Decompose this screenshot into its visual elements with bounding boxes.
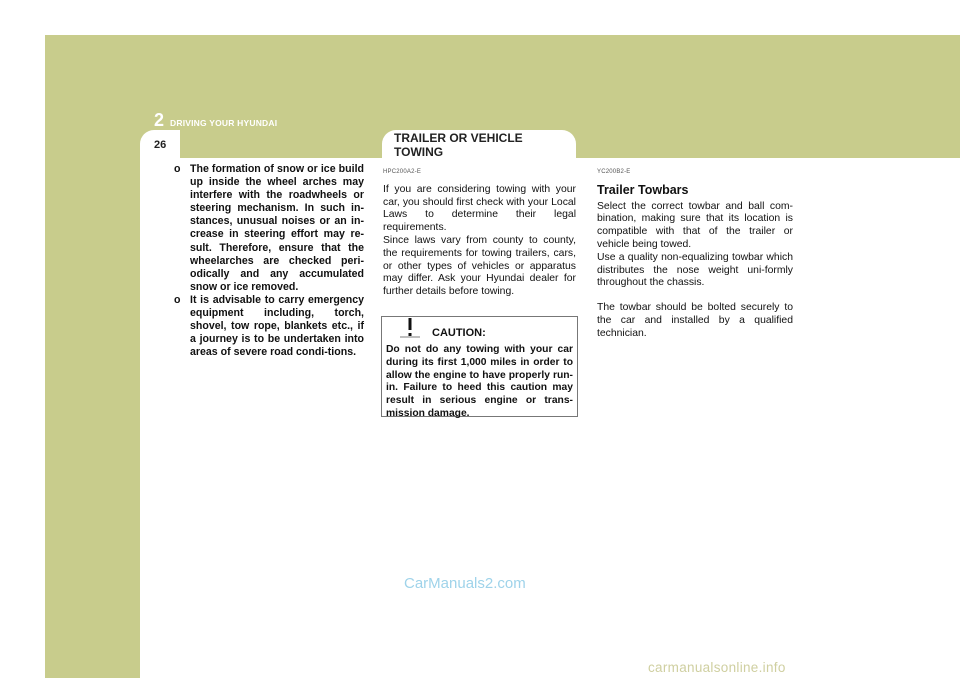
caution-box [381,316,578,417]
watermark-carmanuals2: CarManuals2.com [404,575,526,592]
towing-paragraph-2: Since laws vary from county to county, the requirements for towing trailers, cars, or other types of vehicles or apparatus may differ. Ask your Hyundai dealer for further details before towing. [383,234,576,298]
column-three [597,166,793,341]
chapter-header [154,110,277,131]
column-two [383,166,576,299]
caution-label: CAUTION: [432,327,486,339]
watermark-carmanualsonline: carmanualsonline.info [648,660,786,675]
page-number: 26 [154,139,167,151]
bullet-text: It is advisable to carry emergency equipment including, torch, shovel, tow rope, blankets etc., if a journey is to be undertaken into areas of severe road condi-tions. [190,293,364,359]
towbars-paragraph-2: Use a quality non-equalizing towbar which distributes the nose weight uni-formly throughout the chassis. [597,251,793,289]
bullet-mark: o [174,163,181,175]
towing-paragraph-1: If you are considering towing with your car, you should first check with your Local Laws to determine their legal requirements. [383,183,576,234]
column-one [174,163,364,359]
warning-icon [398,316,422,338]
bullet-text: The formation of snow or ice build up inside the wheel arches may interfere with the roadwheels or steering mechanism. In such in-stances, unusual noises or an in-crease in steering effort may re-sult. Therefore, ensure that the wheelarches are checked peri-odically and any accumulated snow or ice removed. [190,163,364,293]
bullet-item [174,294,364,359]
bullet-mark: o [174,293,181,306]
section-title: TRAILER OR VEHICLE TOWING [394,131,523,159]
caution-text: Do not do any towing with your car during its first 1,000 miles in order to allow the engine to have properly run-in. Failure to heed this caution may result in serious engine or trans-mission damage. [386,344,573,419]
section-code: HPC200A2-E [383,169,422,175]
towbars-paragraph-3: The towbar should be bolted securely to the car and installed by a qualified technician. [597,302,793,339]
chapter-number: 2 [154,110,165,130]
paragraph-gap [597,290,793,302]
caution-header [386,322,573,344]
towbars-heading: Trailer Towbars [597,182,689,197]
bullet-item [174,163,364,294]
chapter-title: DRIVING YOUR HYUNDAI [170,118,278,128]
towbars-code: YC200B2-E [597,169,631,175]
towbars-paragraph-1: Select the correct towbar and ball com-bination, making sure that its location is compatible with that of the trailer or vehicle being towed. [597,200,793,250]
